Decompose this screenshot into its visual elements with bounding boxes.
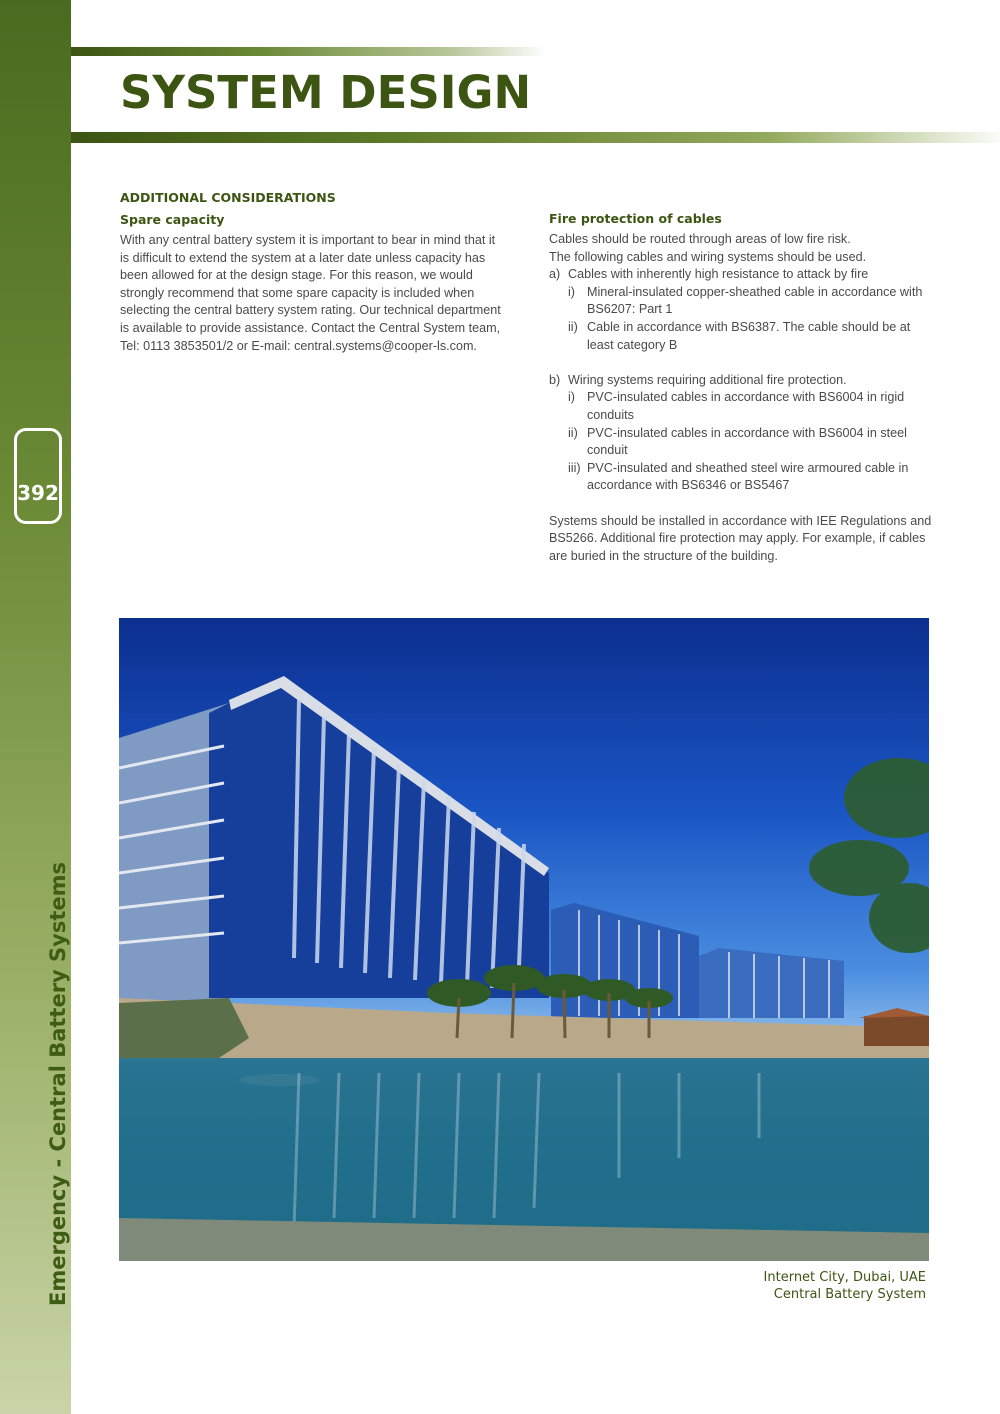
caption-line-2: Central Battery System: [773, 1286, 926, 1302]
list-item: [568, 319, 934, 354]
list-item: [568, 425, 934, 460]
list-marker: iii): [568, 460, 581, 475]
side-bar: [0, 0, 71, 1414]
list-text: Cable in accordance with BS6387. The cable should be at least category B: [587, 319, 911, 352]
list-marker: ii): [568, 425, 578, 440]
pavilion: [864, 1016, 929, 1046]
caption-line-1: Internet City, Dubai, UAE: [763, 1270, 926, 1285]
fire-protection-body: [549, 231, 934, 565]
middle-building: [551, 903, 699, 1018]
list-item-a: [549, 266, 934, 284]
list-text: PVC-insulated cables in accordance with BS6004 in rigid conduits: [587, 390, 905, 422]
list-marker: b): [549, 372, 561, 387]
list-marker: a): [549, 267, 561, 282]
spare-capacity-heading: Spare capacity: [120, 212, 225, 227]
list-marker: ii): [568, 319, 578, 334]
right-building: [699, 948, 844, 1018]
sublist-b: [549, 389, 934, 495]
rock-garden: [119, 998, 249, 1058]
page-number-box: [14, 428, 62, 524]
spacer: [549, 354, 934, 372]
list-marker: i): [568, 284, 575, 299]
list-item-b: [549, 372, 934, 390]
intro-line-1: Cables should be routed through areas of low fire risk.: [549, 232, 851, 246]
list-item: [568, 389, 934, 424]
list-text: Cables with inherently high resistance to attack by fire: [568, 267, 869, 282]
sublist-a: [549, 284, 934, 354]
spacer: [549, 495, 934, 513]
side-section-title: Emergency - Central Battery Systems: [46, 861, 70, 1306]
list-text: PVC-insulated and sheathed steel wire armoured cable in accordance with BS6346 or BS5467: [587, 460, 909, 493]
list-marker: i): [568, 390, 575, 405]
tree-foliage: [809, 758, 929, 953]
left-column: [120, 190, 505, 355]
header-rule-top: [71, 47, 546, 56]
list-text: Mineral-insulated copper-sheathed cable in accordance with BS6207: Part 1: [587, 284, 923, 317]
building-photo-illustration: [119, 618, 929, 1261]
list-item: [568, 284, 934, 319]
section-heading: ADDITIONAL CONSIDERATIONS: [120, 190, 336, 205]
closing-paragraph: Systems should be installed in accordance with IEE Regulations and BS5266. Additional fire protection may apply. For example, if cables are buried in the structure of the building.: [549, 513, 932, 563]
spare-capacity-paragraph: With any central battery system it is important to bear in mind that it is difficult to extend the system at a later date unless capacity has been allowed for at the design stage. For this reason, we would strongly recommend that some spare capacity is included when selecting the central battery system rating. Our technical department is available to provide assistance. Contact the Central System team, Tel: 0113 3853501/2 or E-mail: central.systems@cooper-ls.com.: [120, 233, 501, 353]
building-photo: [119, 618, 929, 1261]
list-text: PVC-insulated cables in accordance with BS6004 in steel conduit: [587, 425, 907, 458]
list-text: Wiring systems requiring additional fire protection.: [568, 372, 847, 387]
right-column: [549, 211, 934, 565]
page-number: 392: [17, 481, 59, 505]
intro-line-2: The following cables and wiring systems should be used.: [549, 249, 867, 264]
header-rule-bottom: [71, 132, 1000, 143]
fire-protection-heading: Fire protection of cables: [549, 211, 722, 226]
page-title: SYSTEM DESIGN: [120, 66, 532, 119]
list-item: [568, 460, 934, 495]
photo-caption: [764, 1270, 926, 1303]
